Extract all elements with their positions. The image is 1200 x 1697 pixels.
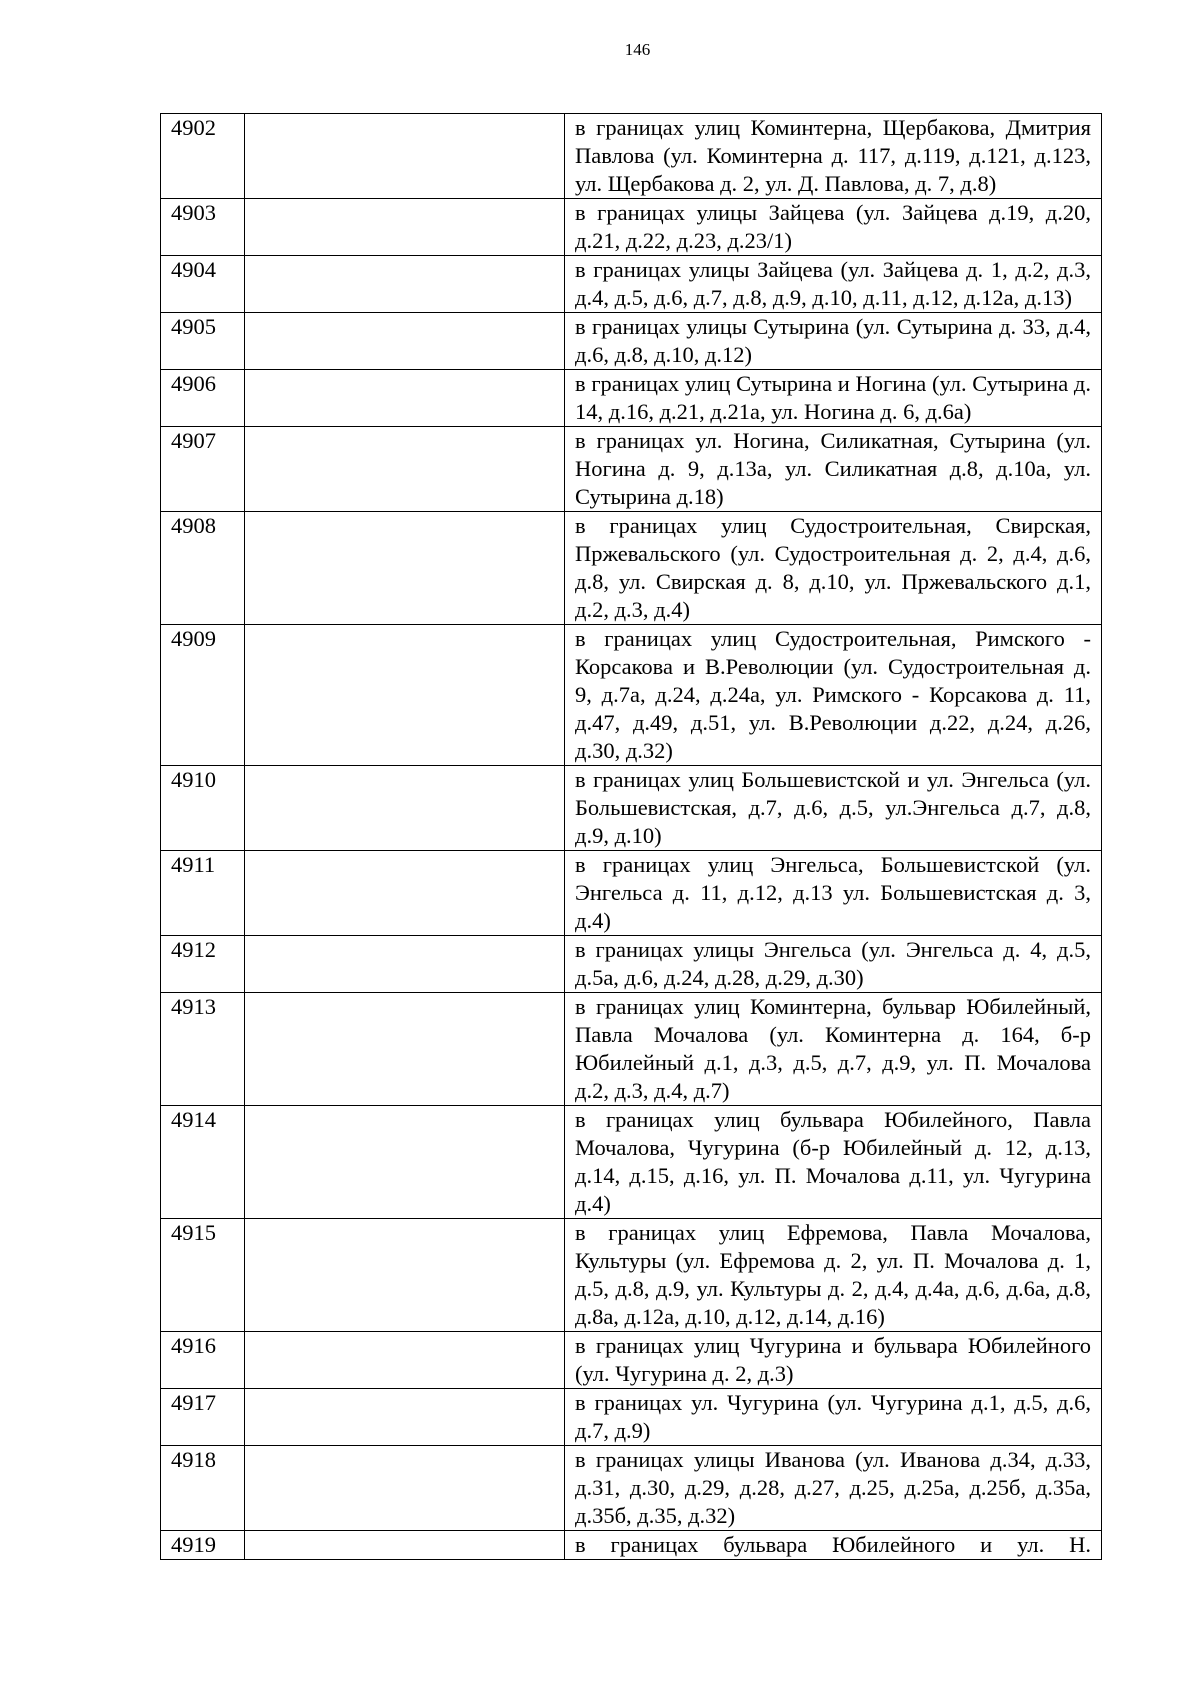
empty-cell	[245, 427, 565, 512]
row-number: 4911	[161, 851, 245, 936]
table-body	[161, 114, 1102, 1560]
empty-cell	[245, 1389, 565, 1446]
empty-cell	[245, 512, 565, 625]
table-row	[161, 1332, 1102, 1389]
table-row	[161, 256, 1102, 313]
empty-cell	[245, 1446, 565, 1531]
row-number: 4916	[161, 1332, 245, 1389]
table-row	[161, 851, 1102, 936]
boundary-description: в границах улиц Коминтерна, Щербакова, Дмитрия Павлова (ул. Коминтерна д. 117, д.119, д.121, д.123, ул. Щербакова д. 2, ул. Д. Павлова, д. 7, д.8)	[565, 114, 1102, 199]
boundary-description: в границах улиц Большевистской и ул. Энгельса (ул. Большевистская, д.7, д.6, д.5, ул.Энгельса д.7, д.8, д.9, д.10)	[565, 766, 1102, 851]
empty-cell	[245, 766, 565, 851]
empty-cell	[245, 936, 565, 993]
table-row	[161, 313, 1102, 370]
boundary-description: в границах ул. Ногина, Силикатная, Сутырина (ул. Ногина д. 9, д.13а, ул. Силикатная д.8, д.10а, ул. Сутырина д.18)	[565, 427, 1102, 512]
row-number: 4913	[161, 993, 245, 1106]
page-number: 146	[624, 40, 651, 59]
table-row	[161, 199, 1102, 256]
row-number: 4906	[161, 370, 245, 427]
boundary-description: в границах улиц бульвара Юбилейного, Павла Мочалова, Чугурина (б-р Юбилейный д. 12, д.13, д.14, д.15, д.16, ул. П. Мочалова д.11, ул. Чугурина д.4)	[565, 1106, 1102, 1219]
row-number: 4914	[161, 1106, 245, 1219]
boundary-description: в границах ул. Чугурина (ул. Чугурина д.1, д.5, д.6, д.7, д.9)	[565, 1389, 1102, 1446]
empty-cell	[245, 1219, 565, 1332]
row-number: 4910	[161, 766, 245, 851]
empty-cell	[245, 313, 565, 370]
row-number: 4915	[161, 1219, 245, 1332]
table-row	[161, 427, 1102, 512]
boundary-description: в границах улиц Ефремова, Павла Мочалова, Культуры (ул. Ефремова д. 2, ул. П. Мочалова д. 1, д.5, д.8, д.9, ул. Культуры д. 2, д.4, д.4а, д.6, д.6а, д.8, д.8а, д.12а, д.10, д.12, д.14, д.16)	[565, 1219, 1102, 1332]
table-row	[161, 936, 1102, 993]
row-number: 4918	[161, 1446, 245, 1531]
empty-cell	[245, 114, 565, 199]
table-row	[161, 1219, 1102, 1332]
empty-cell	[245, 625, 565, 766]
boundary-description: в границах улиц Судостроительная, Свирская, Пржевальского (ул. Судостроительная д. 2, д.4, д.6, д.8, ул. Свирская д. 8, д.10, ул. Пржевальского д.1, д.2, д.3, д.4)	[565, 512, 1102, 625]
table-row	[161, 370, 1102, 427]
table-row	[161, 1446, 1102, 1531]
row-number: 4908	[161, 512, 245, 625]
boundary-description: в границах улиц Судостроительная, Римского - Корсакова и В.Революции (ул. Судостроительная д. 9, д.7а, д.24, д.24а, ул. Римского - Корсакова д. 11, д.47, д.49, д.51, ул. В.Революции д.22, д.24, д.26, д.30, д.32)	[565, 625, 1102, 766]
table-row	[161, 1531, 1102, 1560]
row-number: 4903	[161, 199, 245, 256]
empty-cell	[245, 199, 565, 256]
table-row	[161, 625, 1102, 766]
empty-cell	[245, 1332, 565, 1389]
empty-cell	[245, 851, 565, 936]
empty-cell	[245, 256, 565, 313]
row-number: 4907	[161, 427, 245, 512]
empty-cell	[245, 993, 565, 1106]
row-number: 4919	[161, 1531, 245, 1560]
table-row	[161, 1389, 1102, 1446]
table-row	[161, 114, 1102, 199]
boundary-description: в границах улиц Коминтерна, бульвар Юбилейный, Павла Мочалова (ул. Коминтерна д. 164, б-р Юбилейный д.1, д.3, д.5, д.7, д.9, ул. П. Мочалова д.2, д.3, д.4, д.7)	[565, 993, 1102, 1106]
table-row	[161, 993, 1102, 1106]
boundary-description: в границах улиц Сутырина и Ногина (ул. Сутырина д. 14, д.16, д.21, д.21а, ул. Ногина д. 6, д.6а)	[565, 370, 1102, 427]
boundary-description: в границах улиц Энгельса, Большевистской (ул. Энгельса д. 11, д.12, д.13 ул. Большевистская д. 3, д.4)	[565, 851, 1102, 936]
table-row	[161, 512, 1102, 625]
table-row	[161, 766, 1102, 851]
row-number: 4905	[161, 313, 245, 370]
row-number: 4912	[161, 936, 245, 993]
boundary-description: в границах улицы Зайцева (ул. Зайцева д.19, д.20, д.21, д.22, д.23, д.23/1)	[565, 199, 1102, 256]
boundary-description: в границах улицы Энгельса (ул. Энгельса д. 4, д.5, д.5а, д.6, д.24, д.28, д.29, д.30)	[565, 936, 1102, 993]
address-table	[160, 113, 1102, 1560]
boundary-description: в границах улицы Зайцева (ул. Зайцева д. 1, д.2, д.3, д.4, д.5, д.6, д.7, д.8, д.9, д.10, д.11, д.12, д.12а, д.13)	[565, 256, 1102, 313]
boundary-description: в границах бульвара Юбилейного и ул. Н.	[565, 1531, 1102, 1560]
table-row	[161, 1106, 1102, 1219]
row-number: 4909	[161, 625, 245, 766]
boundary-description: в границах улиц Чугурина и бульвара Юбилейного (ул. Чугурина д. 2, д.3)	[565, 1332, 1102, 1389]
empty-cell	[245, 370, 565, 427]
boundary-description: в границах улицы Иванова (ул. Иванова д.34, д.33, д.31, д.30, д.29, д.28, д.27, д.25, д.25а, д.25б, д.35а, д.35б, д.35, д.32)	[565, 1446, 1102, 1531]
row-number: 4902	[161, 114, 245, 199]
empty-cell	[245, 1531, 565, 1560]
empty-cell	[245, 1106, 565, 1219]
row-number: 4917	[161, 1389, 245, 1446]
row-number: 4904	[161, 256, 245, 313]
boundary-description: в границах улицы Сутырина (ул. Сутырина д. 33, д.4, д.6, д.8, д.10, д.12)	[565, 313, 1102, 370]
